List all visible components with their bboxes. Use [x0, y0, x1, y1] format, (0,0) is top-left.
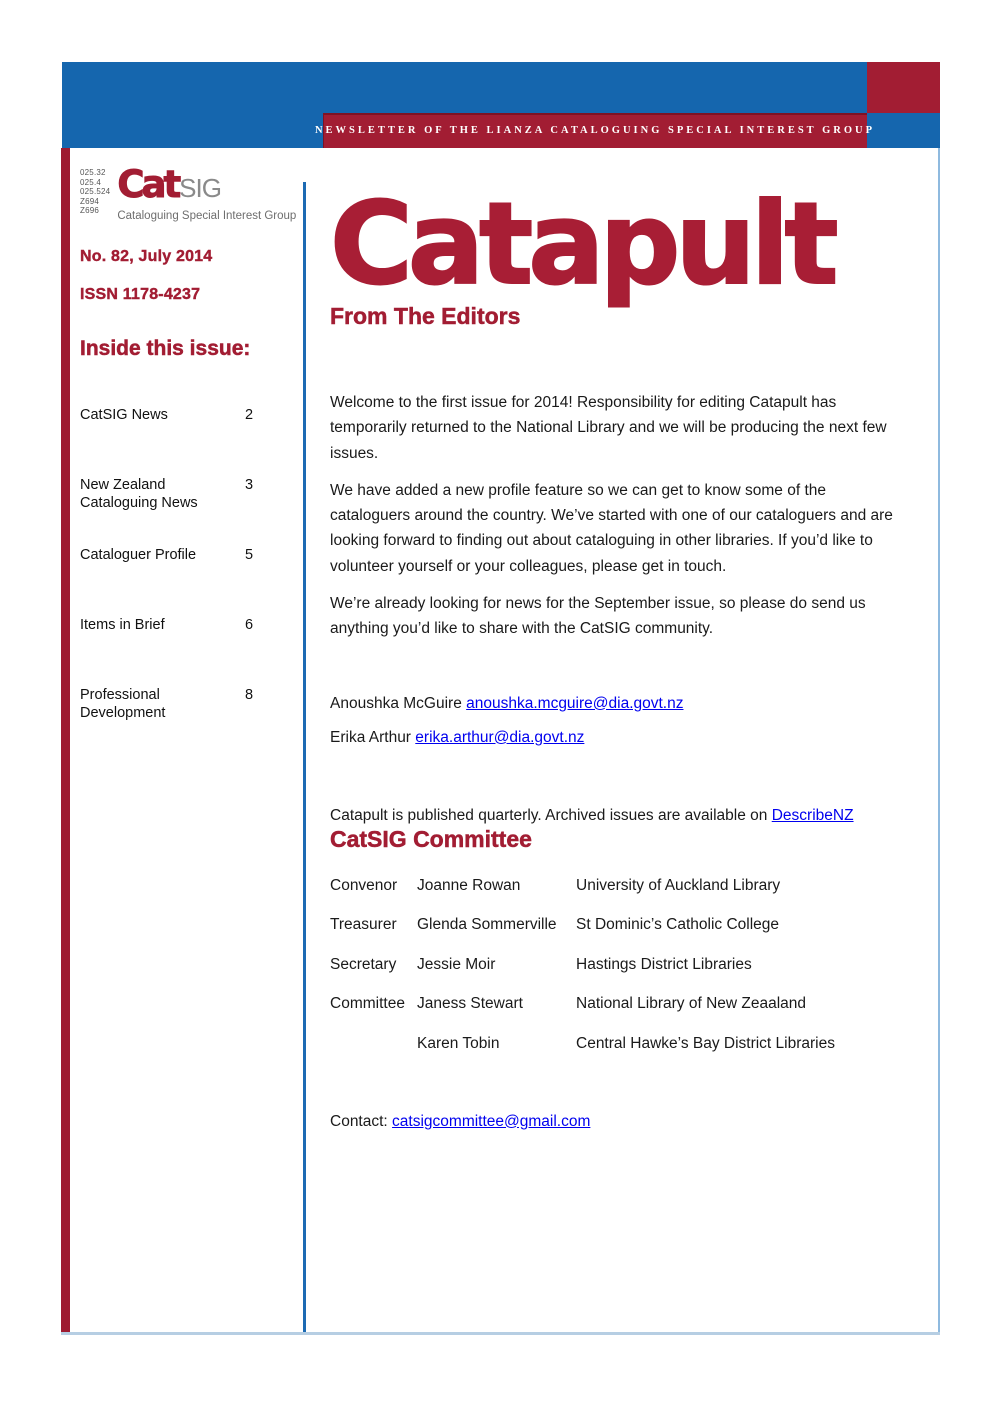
committee-member-name: Joanne Rowan — [417, 876, 521, 894]
toc-item-page: 8 — [245, 687, 254, 703]
newsletter-strip — [314, 113, 876, 148]
left-accent-stripe — [61, 148, 70, 1334]
toc-item — [80, 687, 292, 757]
sidebar — [80, 163, 297, 757]
catsig-logo — [80, 163, 297, 222]
publish-note-text: Catapult is published quarterly. Archived issues are available on — [330, 806, 768, 824]
toc-item — [80, 617, 292, 687]
toc-item-label: CatSIG News — [80, 407, 168, 423]
classification-numbers — [80, 168, 110, 216]
class-number: Z696 — [80, 206, 100, 215]
page-title: Catapult — [330, 178, 834, 310]
editor-email-link[interactable]: erika.arthur@dia.govt.nz — [415, 728, 585, 746]
committee-member-org: Central Hawke’s Bay District Libraries — [576, 1034, 835, 1052]
committee-member-org: National Library of New Zeaaland — [576, 995, 807, 1013]
toc-item-page: 3 — [245, 477, 254, 493]
committee-row — [330, 955, 912, 974]
committee-role: Treasurer — [330, 916, 397, 934]
editor-email-link[interactable]: anoushka.mcguire@dia.govt.nz — [466, 694, 684, 712]
toc-item-label: Items in Brief — [80, 617, 165, 633]
committee-member-org: St Dominic’s Catholic College — [576, 916, 780, 934]
toc-item — [80, 547, 292, 617]
newsletter-strip-text: NEWSLETTER OF THE LIANZA CATALOGUING SPECIAL INTEREST GROUP — [314, 125, 876, 136]
editor-contact-line — [330, 694, 912, 714]
toc-item-page: 5 — [245, 547, 254, 563]
describenz-link[interactable]: DescribeNZ — [771, 806, 854, 824]
committee-member-name: Glenda Sommerville — [417, 916, 557, 934]
editors-paragraph: Welcome to the first issue for 2014! Responsibility for editing Catapult has temporarily returned to the National Library and we will be producing the next few issues. — [330, 394, 887, 462]
brand-cat-text: Cat — [117, 163, 179, 206]
toc-item-page: 6 — [245, 617, 254, 633]
brand-tagline: Cataloguing Special Interest Group — [117, 210, 297, 222]
contact-label: Contact: — [330, 1112, 388, 1130]
issue-number: No. 82, July 2014 — [80, 248, 213, 265]
editor-contact-line — [330, 728, 912, 748]
toc-item-label: New Zealand Cataloguing News — [80, 477, 198, 511]
editors-paragraph: We have added a new profile feature so we can get to know some of the cataloguers around the country. We’ve started with one of our cataloguers and are looking forward to finding out about cataloguing in other libraries. If you’d like to volunteer yourself or your colleagues, please get in touch. — [330, 481, 893, 575]
table-of-contents — [80, 407, 292, 757]
editors-heading: From The Editors — [330, 303, 521, 329]
committee-row — [330, 915, 912, 934]
committee-row — [330, 1034, 912, 1053]
brand-sig-text: SIG — [179, 173, 221, 203]
corner-accent-square — [867, 62, 940, 113]
committee-role: Secretary — [330, 955, 397, 973]
editor-name: Erika Arthur — [330, 728, 411, 746]
header-banner — [62, 62, 940, 148]
main-column — [330, 178, 912, 1132]
editor-name: Anoushka McGuire — [330, 694, 462, 712]
issn: ISSN 1178-4237 — [80, 286, 201, 303]
class-number: Z694 — [80, 196, 100, 206]
editors-paragraph: We’re already looking for news for the September issue, so please do send us anything you’d like to share with the CatSIG community. — [330, 595, 866, 638]
toc-item-label: Professional Development — [80, 687, 166, 721]
class-number: 025.32 — [80, 168, 106, 177]
committee-row — [330, 994, 912, 1013]
committee-member-name: Karen Tobin — [417, 1034, 500, 1052]
committee-member-name: Jessie Moir — [417, 955, 496, 973]
class-number: 025.524 — [80, 187, 111, 196]
committee-role — [330, 1034, 417, 1053]
contact-line — [330, 1112, 912, 1132]
committee-heading: CatSIG Committee — [330, 825, 532, 852]
class-number: 025.4 — [80, 177, 102, 187]
committee-table — [330, 876, 912, 1053]
column-divider — [303, 182, 306, 1332]
bottom-page-border — [61, 1332, 940, 1335]
right-page-border — [938, 148, 940, 1334]
committee-role: Convenor — [330, 876, 398, 894]
toc-item — [80, 407, 292, 477]
contact-email-link[interactable]: catsigcommittee@gmail.com — [392, 1112, 591, 1130]
publish-note — [330, 806, 912, 826]
committee-role: Committee — [330, 995, 405, 1013]
toc-item-page: 2 — [245, 407, 254, 423]
toc-item — [80, 477, 292, 547]
committee-member-org: Hastings District Libraries — [576, 955, 752, 973]
committee-member-name: Janess Stewart — [417, 995, 523, 1013]
toc-heading: Inside this issue: — [80, 337, 251, 360]
committee-member-org: University of Auckland Library — [576, 876, 781, 894]
toc-item-label: Cataloguer Profile — [80, 547, 197, 563]
brand-wordmark — [117, 163, 297, 222]
committee-row — [330, 876, 912, 895]
